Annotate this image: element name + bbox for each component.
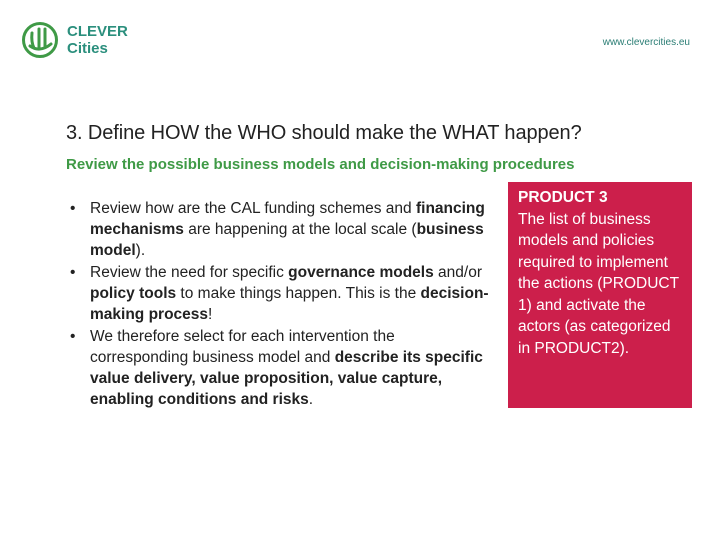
bullet-marker: • bbox=[70, 200, 76, 217]
bullet-text-bold: governance models bbox=[288, 264, 434, 281]
slide-title: 3. Define HOW the WHO should make the WHAT happen? bbox=[66, 122, 582, 144]
product-box-title: PRODUCT 3 bbox=[518, 189, 608, 206]
bullet-text: Review the need for specific bbox=[90, 264, 289, 281]
product-3-box bbox=[508, 182, 692, 408]
logo-text bbox=[67, 23, 128, 57]
bullet-text: are happening at the local scale ( bbox=[183, 221, 417, 238]
bullet-text: . bbox=[308, 391, 314, 408]
clever-cities-logo-mark-icon bbox=[20, 20, 60, 60]
bullet-marker: • bbox=[70, 264, 76, 281]
clever-cities-logo bbox=[20, 20, 128, 60]
bullet-text-bold: describe its specific value delivery, value proposition, value capture, enabling conditions and risks bbox=[90, 349, 483, 408]
bullet-item bbox=[70, 262, 490, 325]
bullet-text-bold: business model bbox=[90, 221, 484, 259]
logo-line-1: CLEVER bbox=[67, 23, 128, 40]
bullet-text-bold: decision-making process bbox=[90, 285, 489, 323]
bullet-text-bold: policy tools bbox=[90, 285, 177, 302]
bullet-text: Review how are the CAL funding schemes and bbox=[90, 200, 416, 217]
bullet-marker: • bbox=[70, 328, 76, 345]
bullet-text: We therefore select for each intervention the corresponding business model and bbox=[90, 328, 395, 366]
bullet-text-bold: financing mechanisms bbox=[90, 200, 485, 238]
bullet-item bbox=[70, 326, 490, 410]
bullet-text: to make things happen. This is the bbox=[176, 285, 421, 302]
bullet-item bbox=[70, 198, 490, 261]
bullet-list bbox=[70, 198, 490, 411]
bullet-text: ). bbox=[135, 242, 146, 259]
bullet-text: and/or bbox=[433, 264, 482, 281]
logo-line-2: Cities bbox=[67, 40, 108, 57]
site-url: www.clevercities.eu bbox=[602, 37, 690, 48]
product-box-body: The list of business models and policies required to implement the actions (PRODUCT 1) and activate the actors (as categorized in PRODUCT2). bbox=[518, 210, 679, 357]
bullet-text: ! bbox=[208, 306, 213, 323]
slide-subtitle: Review the possible business models and decision-making procedures bbox=[66, 156, 575, 173]
